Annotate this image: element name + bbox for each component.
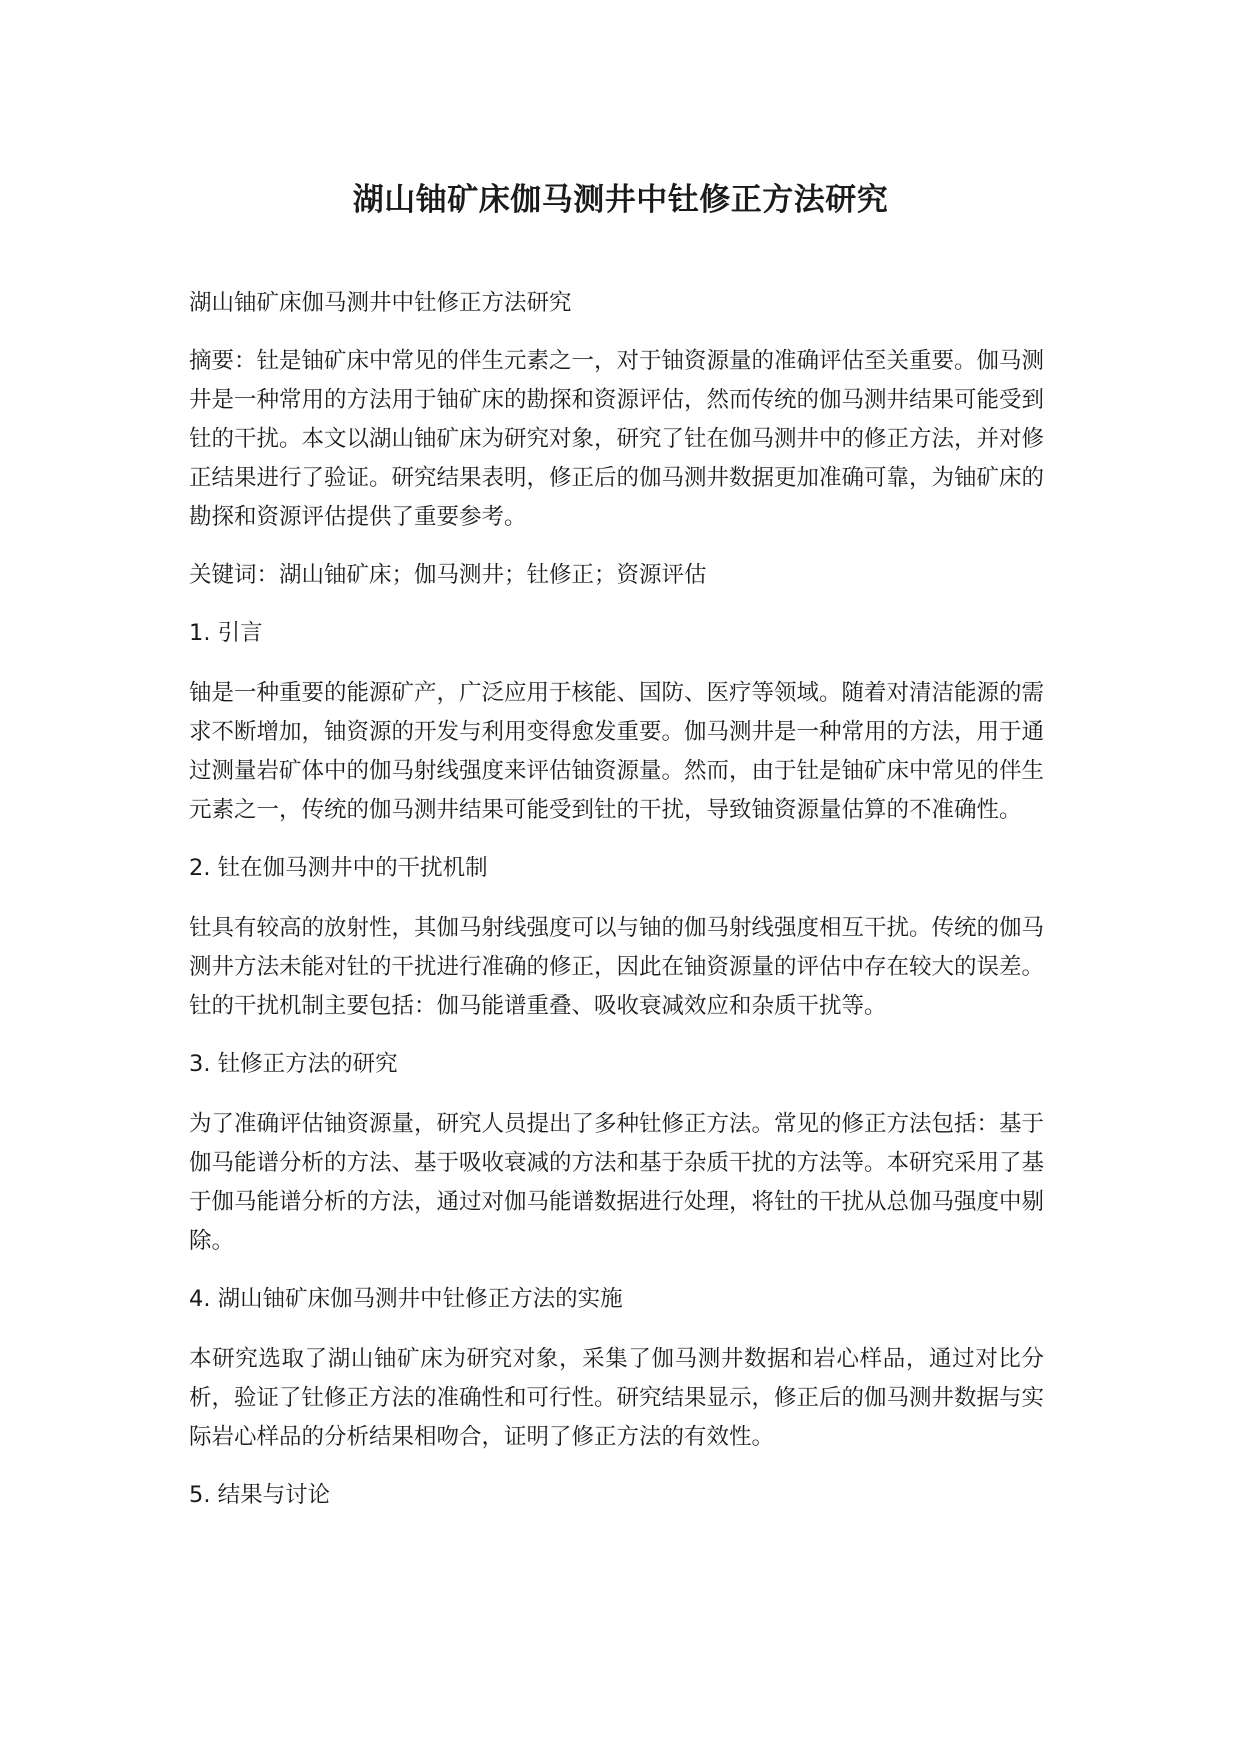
abstract-paragraph: 摘要：钍是铀矿床中常见的伴生元素之一，对于铀资源量的准确评估至关重要。伽马测井是一种常用的方法用于铀矿床的勘探和资源评估，然而传统的伽马测井结果可能受到钍的干扰。本文以湖山铀矿床为研究对象，研究了钍在伽马测井中的修正方法，并对修正结果进行了验证。研究结果表明，修正后的伽马测井数据更加准确可靠，为铀矿床的勘探和资源评估提供了重要参考。: [189, 348, 1045, 530]
section-heading-implementation: 4. 湖山铀矿床伽马测井中钍修正方法的实施: [189, 1286, 623, 1312]
document-subtitle: 湖山铀矿床伽马测井中钍修正方法研究: [189, 290, 572, 316]
section-heading-correction-methods: 3. 钍修正方法的研究: [189, 1051, 398, 1077]
document-body: [189, 284, 1044, 1536]
section-body-interference-mechanism: 钍具有较高的放射性，其伽马射线强度可以与铀的伽马射线强度相互干扰。传统的伽马测井方法未能对钍的干扰进行准确的修正，因此在铀资源量的评估中存在较大的误差。钍的干扰机制主要包括：伽马能谱重叠、吸收衰减效应和杂质干扰等。: [189, 915, 1045, 1019]
section-heading-introduction: 1. 引言: [189, 620, 263, 646]
section-heading-interference-mechanism: 2. 钍在伽马测井中的干扰机制: [189, 855, 488, 881]
section-body-implementation: 本研究选取了湖山铀矿床为研究对象，采集了伽马测井数据和岩心样品，通过对比分析，验证了钍修正方法的准确性和可行性。研究结果显示，修正后的伽马测井数据与实际岩心样品的分析结果相吻合，证明了修正方法的有效性。: [189, 1346, 1045, 1450]
keywords-paragraph: 关键词：湖山铀矿床；伽马测井；钍修正；资源评估: [189, 562, 707, 588]
section-heading-results-discussion: 5. 结果与讨论: [189, 1482, 331, 1508]
document-title: 湖山铀矿床伽马测井中钍修正方法研究: [352, 182, 889, 218]
section-body-introduction: 铀是一种重要的能源矿产，广泛应用于核能、国防、医疗等领域。随着对清洁能源的需求不断增加，铀资源的开发与利用变得愈发重要。伽马测井是一种常用的方法，用于通过测量岩矿体中的伽马射线强度来评估铀资源量。然而，由于钍是铀矿床中常见的伴生元素之一，传统的伽马测井结果可能受到钍的干扰，导致铀资源量估算的不准确性。: [189, 680, 1045, 823]
section-body-correction-methods: 为了准确评估铀资源量，研究人员提出了多种钍修正方法。常见的修正方法包括：基于伽马能谱分析的方法、基于吸收衰减的方法和基于杂质干扰的方法等。本研究采用了基于伽马能谱分析的方法，通过对伽马能谱数据进行处理，将钍的干扰从总伽马强度中剔除。: [189, 1111, 1045, 1254]
